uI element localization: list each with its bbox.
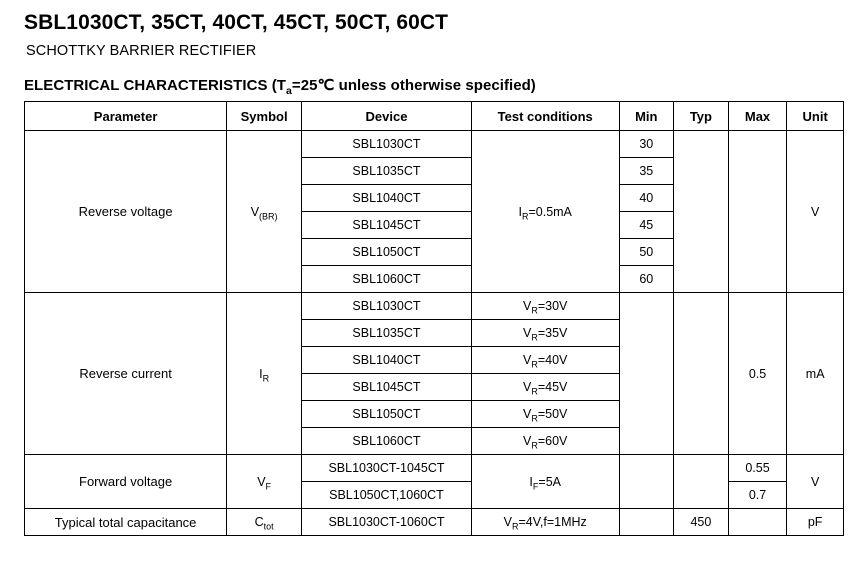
symbol-subscript: tot <box>263 521 274 532</box>
condition-main: V <box>523 353 532 368</box>
condition-tail: =60V <box>537 434 568 449</box>
condition-tail: =35V <box>537 326 568 341</box>
min-value: 60 <box>619 266 674 293</box>
parameter-reverse-current: Reverse current <box>25 293 227 455</box>
symbol-reverse-current <box>227 293 302 455</box>
device-cell: SBL1050CT <box>302 239 472 266</box>
device-cell: SBL1045CT <box>302 212 472 239</box>
test-condition-cell <box>471 509 619 536</box>
min-value: 35 <box>619 158 674 185</box>
max-value: 0.7 <box>728 482 787 509</box>
test-condition-cell <box>471 401 619 428</box>
device-cell: SBL1045CT <box>302 374 472 401</box>
unit-value: V <box>787 455 844 509</box>
condition-main: V <box>523 407 532 422</box>
page-title: SBL1030CT, 35CT, 40CT, 45CT, 50CT, 60CT <box>24 11 449 34</box>
parameter-typical-total-capacitance: Typical total capacitance <box>25 509 227 536</box>
typ-value: 450 <box>674 509 729 536</box>
table-row <box>25 293 844 320</box>
max-value <box>728 131 787 293</box>
device-cell: SBL1040CT <box>302 185 472 212</box>
condition-main: V <box>523 299 532 314</box>
device-cell: SBL1030CT-1060CT <box>302 509 472 536</box>
page-subtitle: SCHOTTKY BARRIER RECTIFIER <box>26 43 257 60</box>
device-cell: SBL1030CT-1045CT <box>302 455 472 482</box>
condition-tail: =5A <box>538 474 561 489</box>
condition-subscript: R <box>521 211 529 222</box>
section-heading-subscript: a <box>286 85 292 98</box>
unit-value: pF <box>787 509 844 536</box>
min-value <box>619 455 674 509</box>
condition-subscript: R <box>531 413 538 424</box>
test-condition-cell <box>471 374 619 401</box>
max-value: 0.5 <box>728 293 787 455</box>
section-heading-main: ELECTRICAL CHARACTERISTICS (T <box>24 77 287 95</box>
table-row <box>25 455 844 482</box>
column-header-unit: Unit <box>787 102 844 131</box>
test-condition-cell <box>471 428 619 455</box>
symbol-subscript: (BR) <box>259 211 278 222</box>
symbol-reverse-voltage <box>227 131 302 293</box>
unit-value: mA <box>787 293 844 455</box>
condition-subscript: R <box>531 305 538 316</box>
device-cell: SBL1050CT <box>302 401 472 428</box>
section-heading-tail: =25℃ unless otherwise specified) <box>291 77 536 95</box>
typ-value <box>674 131 729 293</box>
device-cell: SBL1030CT <box>302 293 472 320</box>
device-cell: SBL1035CT <box>302 158 472 185</box>
test-condition-cell <box>471 293 619 320</box>
min-value <box>619 509 674 536</box>
test-condition-forward-voltage <box>471 455 619 509</box>
table-row <box>25 509 844 536</box>
device-cell: SBL1060CT <box>302 266 472 293</box>
condition-main: V <box>523 326 532 341</box>
symbol-typical-total-capacitance <box>227 509 302 536</box>
column-header-parameter: Parameter <box>25 102 227 131</box>
device-cell: SBL1050CT,1060CT <box>302 482 472 509</box>
device-cell: SBL1060CT <box>302 428 472 455</box>
condition-tail: =4V,f=1MHz <box>518 515 587 530</box>
condition-main: I <box>518 204 522 219</box>
electrical-characteristics-table <box>24 101 844 536</box>
unit-value: V <box>787 131 844 293</box>
parameter-reverse-voltage: Reverse voltage <box>25 131 227 293</box>
condition-tail: =50V <box>537 407 568 422</box>
column-header-device: Device <box>302 102 472 131</box>
test-condition-cell <box>471 320 619 347</box>
symbol-subscript: F <box>265 481 272 492</box>
column-header-test-conditions: Test conditions <box>471 102 619 131</box>
device-cell: SBL1035CT <box>302 320 472 347</box>
symbol-forward-voltage <box>227 455 302 509</box>
condition-main: I <box>529 474 533 489</box>
symbol-main: C <box>254 515 264 530</box>
column-header-symbol: Symbol <box>227 102 302 131</box>
condition-tail: =40V <box>537 353 568 368</box>
condition-subscript: R <box>511 521 519 532</box>
typ-value <box>674 455 729 509</box>
column-header-min: Min <box>619 102 674 131</box>
table-row <box>25 131 844 158</box>
condition-main: V <box>523 434 532 449</box>
condition-subscript: R <box>531 359 538 370</box>
test-condition-cell <box>471 347 619 374</box>
test-condition-reverse-voltage <box>471 131 619 293</box>
condition-subscript: R <box>531 386 538 397</box>
condition-subscript: R <box>531 440 538 451</box>
condition-main: V <box>503 515 512 530</box>
min-value: 45 <box>619 212 674 239</box>
section-heading <box>24 76 848 98</box>
min-value: 40 <box>619 185 674 212</box>
symbol-main: V <box>250 204 260 219</box>
condition-tail: =30V <box>537 299 568 314</box>
condition-main: V <box>523 380 532 395</box>
device-cell: SBL1040CT <box>302 347 472 374</box>
symbol-subscript: R <box>262 373 270 384</box>
column-header-max: Max <box>728 102 787 131</box>
table-header-row <box>25 102 844 131</box>
condition-tail: =0.5mA <box>528 204 572 219</box>
condition-subscript: R <box>531 332 538 343</box>
condition-tail: =45V <box>537 380 568 395</box>
symbol-main: I <box>259 366 263 381</box>
typ-value <box>674 293 729 455</box>
parameter-forward-voltage: Forward voltage <box>25 455 227 509</box>
column-header-typ: Typ <box>674 102 729 131</box>
symbol-main: V <box>257 474 266 489</box>
min-value: 30 <box>619 131 674 158</box>
condition-subscript: F <box>532 481 539 492</box>
device-cell: SBL1030CT <box>302 131 472 158</box>
min-value <box>619 293 674 455</box>
max-value <box>728 509 787 536</box>
min-value: 50 <box>619 239 674 266</box>
max-value: 0.55 <box>728 455 787 482</box>
